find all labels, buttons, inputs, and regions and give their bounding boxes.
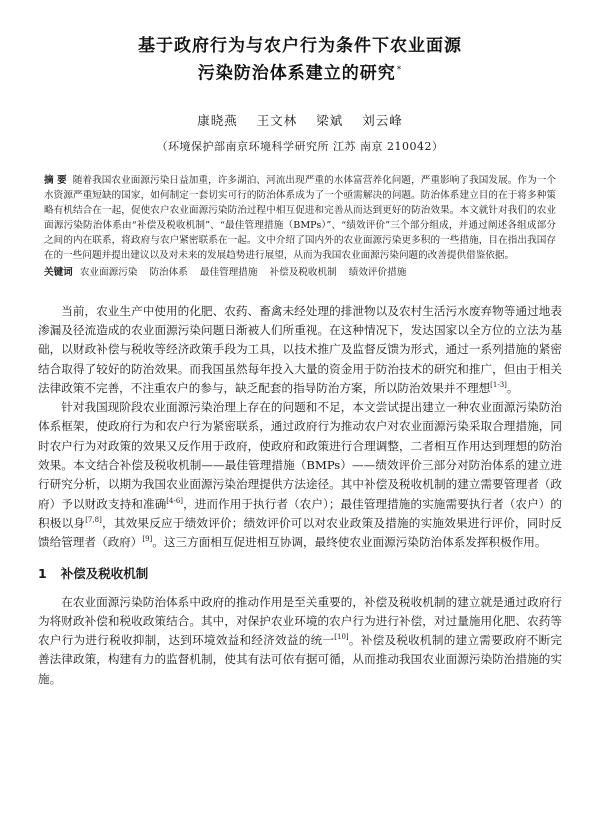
abstract-text: 随着我国农业面源污染日益加重，许多湖泊、河流出现严重的水体富营养化问题，严重影响了我国发展。作为一个水资源严重短缺的国家，如何制定一套切实可行的防治体系成为了一个亟需解决的问题。防治体系建立目的在于将多种策略有机结合在一起，促使农户农业面源污染防治过程中相互促进和完善从而达到更好的防治效果。本文就针对我们的农业面源污染防治体系由“补偿及税收机制”、“最佳管理措施（BMPs）”、“绩效评价”三个部分组成，并通过阐述各组成部分之间的内在联系，将政府与农户紧密联系在一起。文中介绍了国内外的农业面源污染更多积的一些措施，目在指出我国存在的一些问题并提出建议以及对未来的发展趋势进行展望，从而为我国农业面源污染问题的改善提供借鉴依据。 <box>44 174 556 261</box>
section-title: 补偿及税收机制 <box>60 565 149 581</box>
citation: [1-3] <box>490 380 507 389</box>
paragraph-text: 在农业面源污染防治体系中政府的推动作用是至关重要的，补偿及税收机制的建立就是通过政府行为将财政补偿和税收政策结合。其中，对保护农业环境的农户行为进行补偿，对过量施用化肥、农药等农户行为进行税收抑制，达到环境效益和经济效益的统一 <box>38 594 562 648</box>
author-name: 王文林 <box>256 112 298 128</box>
body-text <box>38 302 562 689</box>
author-list <box>38 112 562 130</box>
paragraph-text: 针对我国现阶段农业面源污染治理上存在的问题和不足，本文尝试提出建立一种农业面源污染防治体系框架，使政府行为和农户行为紧密联系，通过政府行为推动农户对农业面源污染采取合理措施，同时农户行为对政策的效果又反作用于政府，使政府和政策进行合理调整，二者相互作用达到理想的防治效果。本文结合补偿及税收机制——最佳管理措施（BMPs）——绩效评价三部分对防治体系的建立进行研究分析，以期为我国农业面源污染治理提供方法途径。其中补偿及税收机制的建立需要管理者（政府）予以财政支持和准确 <box>38 400 562 511</box>
body-paragraph-3 <box>38 593 562 689</box>
keywords-label: 关键词 <box>44 266 73 278</box>
citation: [7,8] <box>85 516 102 525</box>
keyword: 农业面源污染 <box>79 266 138 278</box>
keyword: 补偿及税收机制 <box>269 266 337 278</box>
author-name: 梁斌 <box>316 112 344 128</box>
paper-title-line1: 基于政府行为与农户行为条件下农业面源 <box>138 36 462 56</box>
keyword: 绩效评价措施 <box>348 266 407 278</box>
paragraph-text: 。 <box>506 380 519 395</box>
paragraph-text: 。这三方面相互促进相互协调，最终使农业面源污染防治体系发挥积极作用。 <box>152 535 547 550</box>
paragraph-text: ，其效果反应于绩效评价；绩效评价可以对农业政策及措施的实施效果进行评价，同时反馈给管理者（政府） <box>38 515 562 550</box>
section-heading-1 <box>38 565 562 583</box>
paragraph-text: 。补偿及税收机制的建立需要政府不断完善法律政策，构建有力的监督机制，使其有法可依有据可循，从而推动我国农业面源污染防治措施的实施。 <box>38 633 562 686</box>
paper-title-line2 <box>38 58 562 86</box>
author-affiliation: （环境保护部南京环境科学研究所 江苏 南京 210042） <box>156 139 444 153</box>
keyword: 防治体系 <box>149 266 188 278</box>
abstract <box>38 173 562 263</box>
paragraph-text: ，进而作用于执行者（农户）；最佳管理措施的实施需要执行者（农户）的积极以身 <box>38 496 562 530</box>
citation: [10] <box>334 633 349 642</box>
body-paragraph-1 <box>38 302 562 398</box>
keyword: 最佳管理措施 <box>199 266 258 278</box>
paper-title <box>38 34 562 86</box>
body-paragraph-2 <box>38 398 562 552</box>
keywords <box>38 265 562 280</box>
paper-title-line2-text: 污染防治体系建立的研究 <box>197 63 396 84</box>
author-name: 康晓燕 <box>197 112 238 128</box>
abstract-label: 摘 要 <box>44 174 67 186</box>
paragraph-text: 当前，农业生产中使用的化肥、农药、畜禽未经处理的排泄物以及农村生活污水废弃物等通过地表渗漏及径流造成的农业面源污染问题日渐被人们所重视。在这种情况下，发达国家以全方位的立法为基础，以财政补偿与税收等经济政策手段为工具，以技术推广及监督反馈为形式，通过一系列措施的紧密结合取得了较好的防治效果。而我国虽然每年投入大量的资金用于防治技术的研究和推广，但由于相关法律政策不完善，不注重农户的参与，缺乏配套的指导防治方案，所以防治效果并不理想 <box>38 303 562 395</box>
section-number: 1 <box>38 565 47 581</box>
citation: [9] <box>142 535 153 544</box>
title-footnote-mark: * <box>396 65 403 75</box>
author-name: 刘云峰 <box>362 112 403 128</box>
citation: [4-6] <box>166 496 183 505</box>
